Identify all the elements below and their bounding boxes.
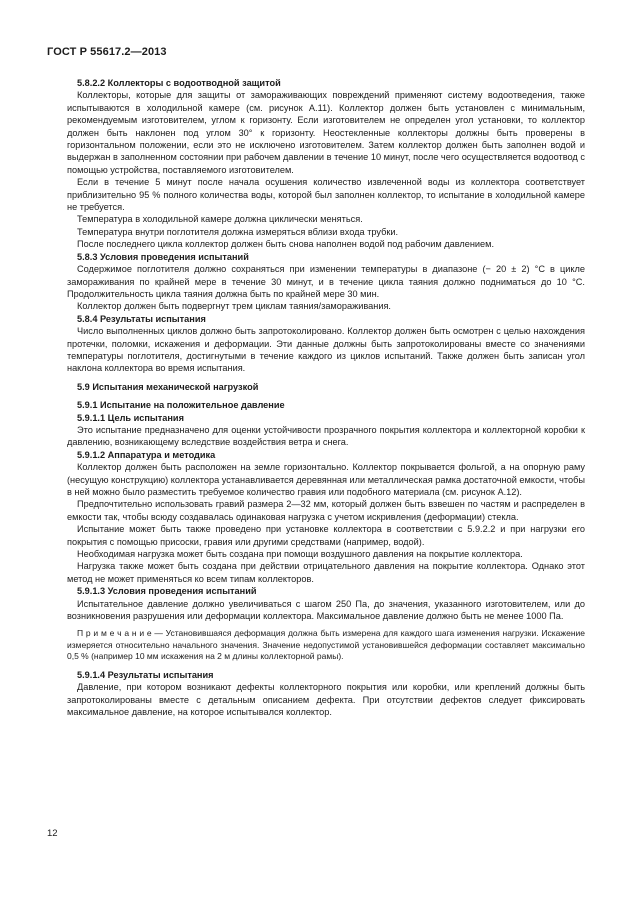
section-heading: 5.9.1.1 Цель испытания [77, 412, 184, 423]
paragraph: Необходимая нагрузка может быть создана при помощи воздушного давления на покрытие коллектора. [77, 549, 523, 560]
paragraph: Коллекторы, которые для защиты от замораживающих повреждений применяют систему водоотведения, также испытываются в холодильной камере (см. рисунок А.11). Коллектор должен быть установлен с минимальным, рекомендуемым изготовителем, углом к горизонту. Если изготовителем не определен угол установки, то коллектор должен быть наклонен под углом 30° к горизонту. Неостекленные коллекторы должны быть проверены в горизонтальном положении, если это не исключено изготовителем. Затем коллектор должен быть заполнен водой и выдержан в заполненном состоянии при рабочем давлении в течение 10 минут, после чего осуществляется водоотвод с помощью устройства, поставляемого изготовителем. [67, 90, 585, 175]
paragraph: Коллектор должен быть расположен на земле горизонтально. Коллектор покрывается фольгой, а на опорную раму (несущую конструкцию) коллектора устанавливается деревянная или металлическая рамка достаточной емкости, чтобы в ней можно было разместить требуемое количество гравия или подобного материала (см. рисунок А.12). [67, 462, 585, 497]
paragraph: Если в течение 5 минут после начала осушения количество извлеченной воды из коллектора соответствует приблизительно 95 % полного количества воды, которой был заполнен коллектор, то испытание в холодильной камере не требуется. [67, 177, 585, 213]
paragraph: Нагрузка также может быть создана при действии отрицательного давления на покрытие коллектора. Однако этот метод не может применяться ко всем типам коллекторов. [67, 561, 585, 584]
paragraph: Температура в холодильной камере должна циклически меняться. [77, 214, 363, 225]
section-heading: 5.9.1.3 Условия проведения испытаний [77, 586, 257, 597]
paragraph: Давление, при котором возникают дефекты коллекторного покрытия или коробки, или креплений должны быть запротоколированы вместе с детальным описанием дефекта. При отсутствии дефектов следует фиксировать максимальное давление, на которое испытывался коллектор. [67, 682, 585, 717]
section-heading: 5.8.2.2 Коллекторы с водоотводной защитой [77, 78, 281, 88]
section-heading: 5.9.1.4 Результаты испытания [77, 669, 214, 680]
note-paragraph: П р и м е ч а н и е — Установившаяся деформация должна быть измерена для каждого шага изменения нагрузки. Искажение измеряется относительно начального значения. Значение недопустимой установившейся деформации составляет максимально 0,5 % (например 10 мм искажения на 2 м длины коллекторной рамы). [67, 628, 585, 662]
paragraph: Содержимое поглотителя должно сохраняться при изменении температуры в диапазоне (− 20 ± 2) °С в цикле замораживания по крайней мере в течение 30 минут, и в течение цикла таяния должно подниматься до 10 °С. Продолжительность цикла таяния должна быть по крайней мере 30 мин. [67, 264, 585, 299]
paragraph: После последнего цикла коллектор должен быть снова наполнен водой под рабочим давлением. [77, 239, 495, 250]
section-title: 5.9 Испытания механической нагрузкой [77, 381, 259, 392]
section-heading: 5.8.3 Условия проведения испытаний [77, 251, 249, 262]
page-number: 12 [47, 828, 58, 839]
paragraph: Предпочтительно использовать гравий размера 2—32 мм, который должен быть взвешен по частям и распределен в емкости так, чтобы всюду создавалась одинаковая нагрузка с учетом искривления (деформации) стекла. [67, 499, 585, 522]
document-header: ГОСТ Р 55617.2—2013 [47, 46, 167, 58]
section-heading: 5.9.1.2 Аппаратура и методика [77, 449, 216, 460]
section-heading: 5.9.1 Испытание на положительное давление [77, 400, 285, 411]
paragraph: Коллектор должен быть подвергнут трем циклам таяния/замораживания. [77, 301, 391, 312]
paragraph: Испытательное давление должно увеличиваться с шагом 250 Па, до значения, указанного изготовителем, или до возникновения разрушения или деформации коллектора. Максимальное давление должно быть не менее 1000 Па. [67, 598, 585, 622]
document-body [67, 77, 585, 718]
paragraph: Это испытание предназначено для оценки устойчивости прозрачного покрытия коллектора и коллекторной коробки к давлению, возникающему вследствие воздействия ветра и снега. [67, 424, 585, 448]
paragraph: Температура внутри поглотителя должна измеряться вблизи входа трубки. [77, 226, 399, 237]
paragraph: Испытание может быть также проведено при установке коллектора в соответствии с 5.9.2.2 и при нагрузки его покрытия с помощью присоски, гравия или другими средствами (например, водой). [67, 524, 585, 547]
section-heading: 5.8.4 Результаты испытания [77, 313, 206, 324]
paragraph: Число выполненных циклов должно быть запротоколировано. Коллектор должен быть осмотрен с целью нахождения протечки, поломки, искажения и деформации. Эти данные должны быть запротоколированы вместе со значениями температуры поглотителя, достигнутыми в течение каждого из циклов испытаний. Также должен быть записан угол наклона коллектора во время испытания. [67, 326, 585, 374]
